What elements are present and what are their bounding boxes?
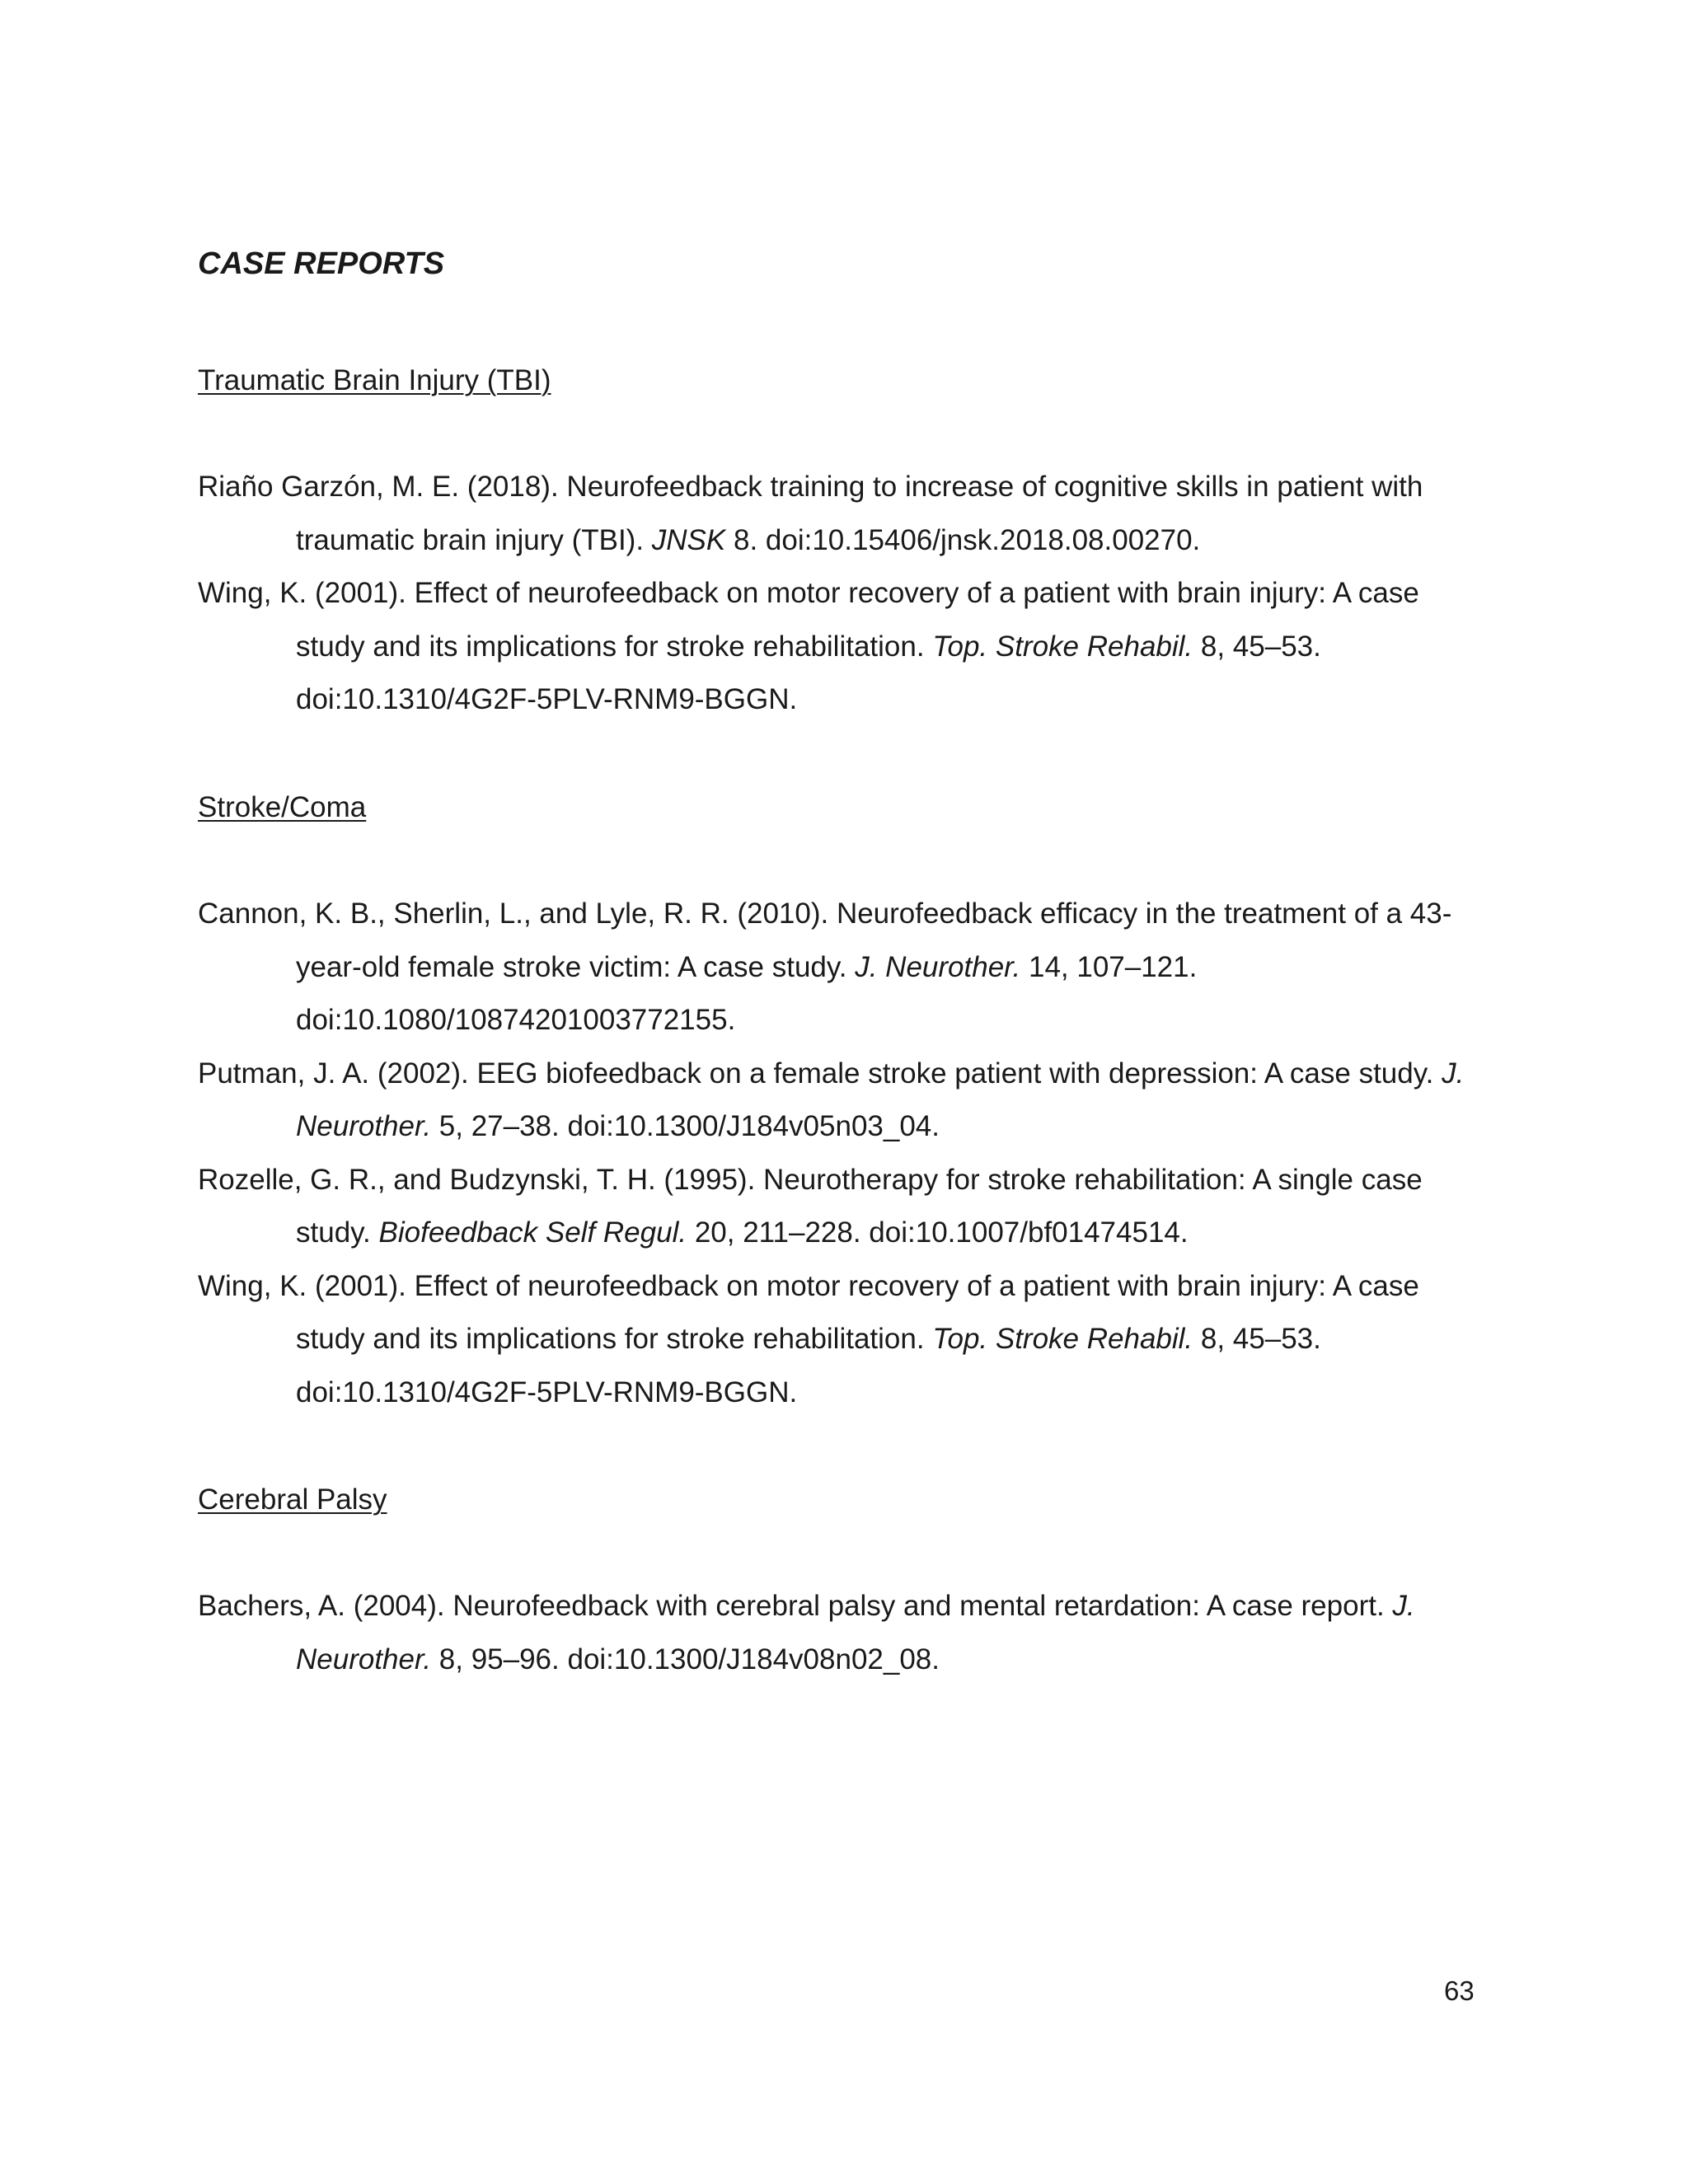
reference-details: 8. doi:10.15406/jnsk.2018.08.00270. bbox=[725, 523, 1201, 556]
reference-list bbox=[198, 888, 1484, 1419]
reference-entry bbox=[198, 888, 1484, 1047]
section-cerebral-palsy bbox=[198, 1474, 1484, 1686]
journal-name: Biofeedback Self Regul. bbox=[378, 1216, 687, 1249]
reference-text: Wing, K. (2001). Effect of neurofeedback on motor recovery of a patient with brain injury: A case study and its implications for stroke rehabilitation. bbox=[198, 577, 1419, 663]
page-heading: CASE REPORTS bbox=[198, 246, 445, 281]
reference-text: Bachers, A. (2004). Neurofeedback with cerebral palsy and mental retardation: A case report. bbox=[198, 1590, 1393, 1622]
reference-text: Rozelle, G. R., and Budzynski, T. H. (1995). Neurotherapy for stroke rehabilitation: A single case study. bbox=[198, 1163, 1423, 1249]
reference-entry bbox=[198, 1580, 1484, 1686]
reference-details: 14, 107–121. doi:10.1080/10874201003772155. bbox=[296, 950, 1198, 1036]
reference-entry bbox=[198, 1154, 1484, 1260]
reference-text: Riaño Garzón, M. E. (2018). Neurofeedback training to increase of cognitive skills in patient with traumatic brain injury (TBI). bbox=[198, 471, 1423, 556]
reference-list bbox=[198, 1580, 1484, 1686]
section-title: Stroke/Coma bbox=[198, 791, 367, 823]
journal-name: Top. Stroke Rehabil. bbox=[932, 1323, 1193, 1355]
reference-entry bbox=[198, 567, 1484, 727]
reference-text: Cannon, K. B., Sherlin, L., and Lyle, R. R. (2010). Neurofeedback efficacy in the treatment of a 43-year-old female stroke victim: A case study. bbox=[198, 898, 1452, 983]
section-tbi bbox=[198, 354, 1484, 727]
journal-name: J. Neurother. bbox=[855, 950, 1021, 983]
reference-details: 8, 45–53. doi:10.1310/4G2F-5PLV-RNM9-BGGN. bbox=[296, 1323, 1321, 1408]
reference-details: 8, 95–96. doi:10.1300/J184v08n02_08. bbox=[431, 1643, 940, 1675]
page-number: 63 bbox=[1444, 1975, 1475, 2006]
reference-entry bbox=[198, 1260, 1484, 1420]
journal-name: JNSK bbox=[651, 523, 726, 556]
reference-text: Putman, J. A. (2002). EEG biofeedback on a female stroke patient with depression: A case study. bbox=[198, 1057, 1442, 1090]
reference-details: 5, 27–38. doi:10.1300/J184v05n03_04. bbox=[431, 1110, 940, 1142]
section-title: Cerebral Palsy bbox=[198, 1483, 387, 1516]
journal-name: Top. Stroke Rehabil. bbox=[932, 630, 1193, 663]
reference-list bbox=[198, 461, 1484, 727]
reference-entry bbox=[198, 461, 1484, 567]
reference-text: Wing, K. (2001). Effect of neurofeedback on motor recovery of a patient with brain injury: A case study and its implications for stroke rehabilitation. bbox=[198, 1269, 1419, 1355]
journal-name: J. Neurother. bbox=[296, 1590, 1415, 1675]
journal-name: J. Neurother. bbox=[296, 1057, 1465, 1142]
reference-entry bbox=[198, 1047, 1484, 1154]
reference-details: 20, 211–228. doi:10.1007/bf01474514. bbox=[687, 1216, 1189, 1249]
section-stroke-coma bbox=[198, 781, 1484, 1419]
reference-details: 8, 45–53. doi:10.1310/4G2F-5PLV-RNM9-BGGN. bbox=[296, 630, 1321, 715]
section-title: Traumatic Brain Injury (TBI) bbox=[198, 364, 551, 396]
